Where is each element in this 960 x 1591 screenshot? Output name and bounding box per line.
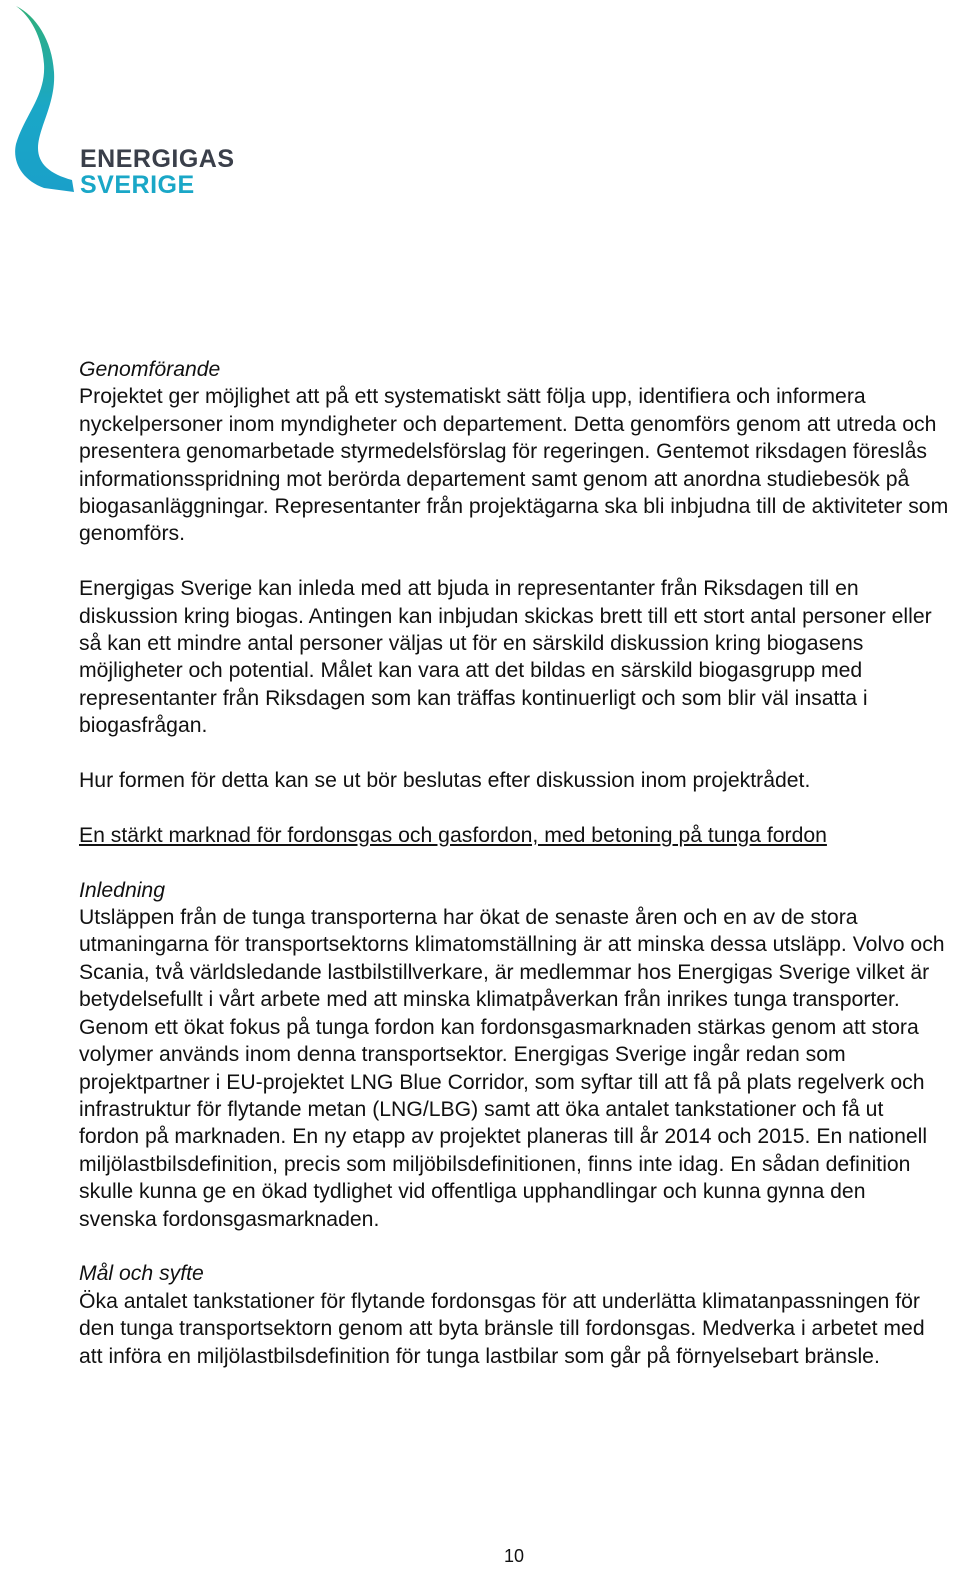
logo-text-sverige: SVERIGE (80, 171, 195, 199)
document-body (79, 356, 949, 1370)
paragraph-mal-1: Öka antalet tankstationer för flytande fordonsgas för att underlätta klimatanpassningen för den tunga transportsektorn genom att byta bränsle till fordonsgas. Medverka i arbetet med att införa en miljölastbilsdefinition för tunga lastbilar som går på förnyelsebart bränsle. (79, 1289, 925, 1368)
paragraph-genomforande-1: Projektet ger möjlighet att på ett systematiskt sätt följa upp, identifiera och informera nyckelpersoner inom myndigheter och departement. Detta genomförs genom att utreda och presentera genomarbetade styrmedelsförslag för regeringen. Gentemot riksdagen föreslås informationsspridning mot berörda departement samt genom att anordna studiebesök på biogasanläggningar. Representanter från projektägarna ska bli inbjudna till de aktiviteter som genomförs. (79, 385, 949, 546)
logo-swoosh-icon (4, 4, 84, 196)
page-number: 10 (503, 1546, 525, 1566)
section-heading-mal-och-syfte: Mål och syfte (79, 1262, 204, 1286)
section-title-fordonsgas: En stärkt marknad för fordonsgas och gasfordon, med betoning på tunga fordon (79, 823, 827, 847)
section-heading-genomforande: Genomförande (79, 358, 221, 381)
energigas-sverige-logo (4, 4, 235, 199)
paragraph-genomforande-2: Energigas Sverige kan inleda med att bjuda in representanter från Riksdagen till en diskussion kring biogas. Antingen kan inbjudan skickas brett till ett stort antal personer eller så kan ett mindre antal personer väljas ut för en särskild diskussion kring biogasens möjligheter och potential. Målet kan vara att det bildas en särskild biogasgrupp med representanter från Riksdagen som kan träffas kontinuerligt och som blir väl insatta i biogasfrågan. (79, 577, 932, 738)
logo-text-energigas: ENERGIGAS (80, 145, 235, 173)
section-heading-inledning: Inledning (79, 878, 166, 902)
paragraph-genomforande-3: Hur formen för detta kan se ut bör beslutas efter diskussion inom projektrådet. (79, 769, 811, 793)
paragraph-inledning-1: Utsläppen från de tunga transporterna har ökat de senaste åren och en av de stora utmaningarna för transportsektorns klimatomställning är att minska dessa utsläpp. Volvo och Scania, två världsledande lastbilstillverkare, är medlemmar hos Energigas Sverige vilket är betydelsefullt i vårt arbete med att minska klimatpåverkan från inrikes tunga transporter. Genom ett ökat fokus på tunga fordon kan fordonsgasmarknaden stärkas genom att stora volymer används inom denna transportsektor. Energigas Sverige ingår redan som projektpartner i EU-projektet LNG Blue Corridor, som syftar till att få på plats regelverk och infrastruktur för flytande metan (LNG/LBG) samt att öka antalet tankstationer och få ut fordon på marknaden. En ny etapp av projektet planeras till år 2014 och 2015. En nationell miljölastbilsdefinition, precis som miljöbilsdefinitionen, finns inte idag. En sådan definition skulle kunna ge en ökad tydlighet vid offentliga upphandlingar och kunna gynna den svenska fordonsgasmarknaden. (79, 906, 945, 1231)
